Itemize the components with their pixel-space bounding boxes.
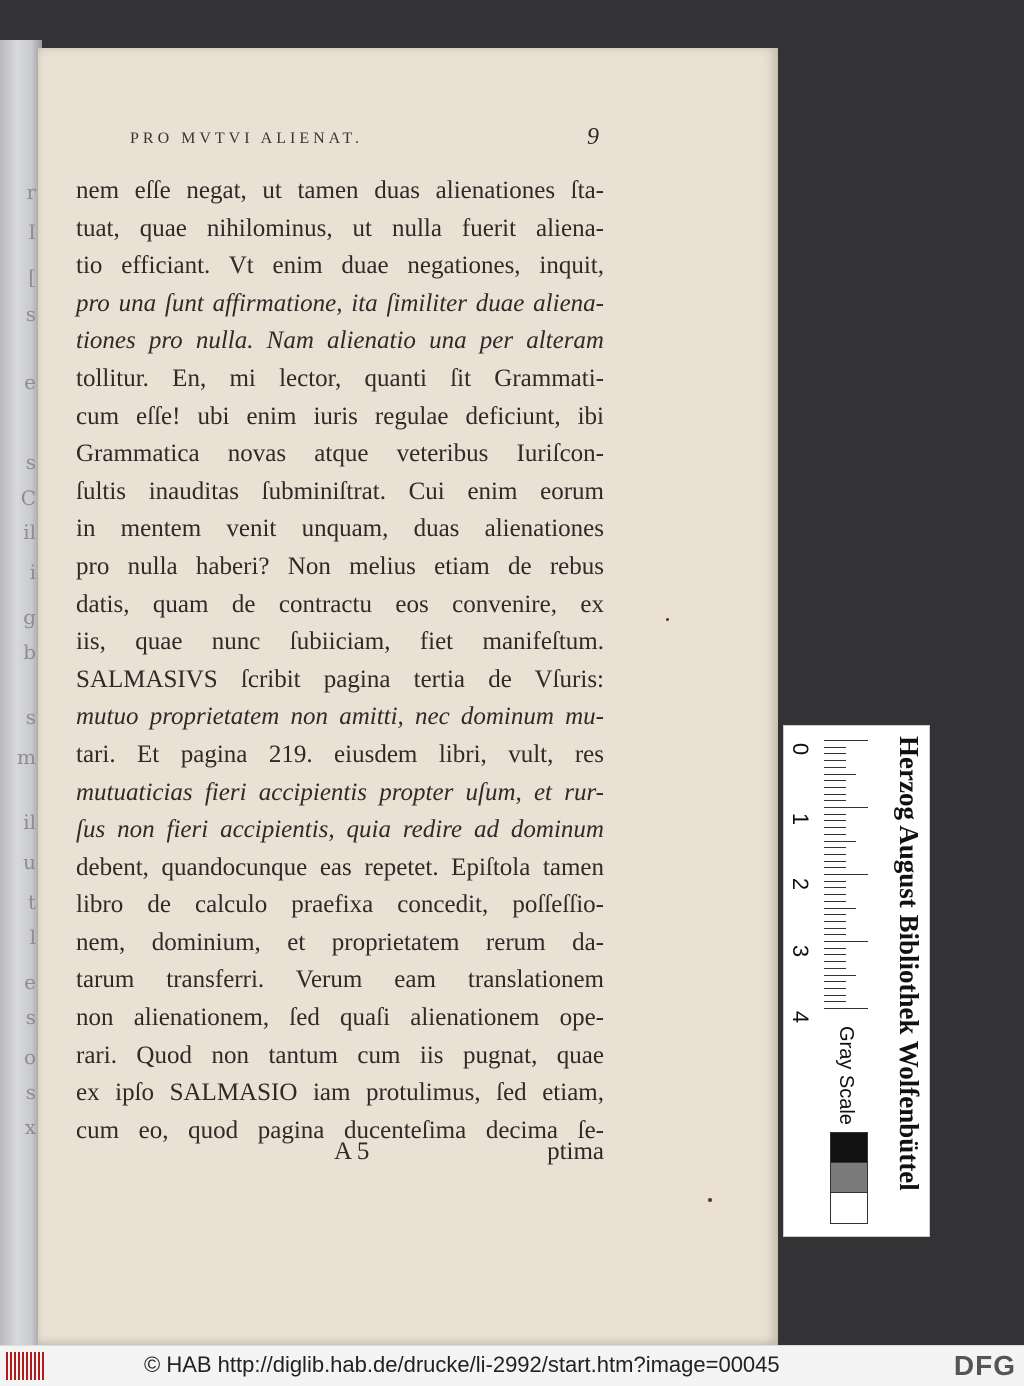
- catchword: ptima: [547, 1138, 604, 1165]
- text-line: ſus non fieri accipientis, quia redire ad dominum: [76, 816, 604, 844]
- text-line: non alienationem, ſed quaſi alienationem ope-: [76, 1004, 604, 1032]
- ruler-ticks: [824, 740, 874, 1030]
- gray-swatch-white: [830, 1192, 868, 1224]
- ruler-tick: [824, 753, 846, 754]
- ruler-tick: [824, 995, 846, 996]
- ruler-tick: [824, 901, 846, 902]
- ruler-number: 2: [788, 877, 814, 891]
- text-line: mutuo proprietatem non amitti, nec dominum mu-: [76, 703, 604, 731]
- ruler-tick: [824, 800, 846, 801]
- ruler-tick: [824, 780, 846, 781]
- ruler-tick: [824, 961, 846, 962]
- ruler-tick: [824, 774, 856, 775]
- footer-bar: [0, 1345, 1024, 1386]
- institution-label: Herzog August Bibliothek Wolfenbüttel: [894, 736, 924, 1191]
- ruler-tick: [824, 740, 868, 741]
- ruler-tick: [824, 787, 846, 788]
- ruler-tick: [824, 820, 846, 821]
- text-line: mutuaticias fieri accipientis propter uſum, et rur-: [76, 778, 604, 806]
- ruler-tick: [824, 1001, 846, 1002]
- ruler-tick: [824, 881, 846, 882]
- ruler-tick: [824, 941, 868, 942]
- text-line: pro nulla haberi? Non melius etiam de rebus: [76, 552, 604, 580]
- ruler-tick: [824, 760, 846, 761]
- ruler-number: 1: [788, 812, 814, 826]
- ruler-number: 0: [788, 742, 814, 756]
- copyright-link[interactable]: © HAB http://diglib.hab.de/drucke/li-2992/start.htm?image=00045: [144, 1352, 780, 1377]
- ruler-tick: [824, 1008, 868, 1009]
- ruler-tick: [824, 948, 846, 949]
- text-line: tarum transferri. Verum eam translationem: [76, 966, 604, 994]
- text-line: in mentem venit unquam, duas alienationes: [76, 515, 604, 543]
- gray-swatch-mid: [830, 1162, 868, 1194]
- ruler-tick: [824, 747, 846, 748]
- ruler-tick: [824, 867, 846, 868]
- text-line: iis, quae nunc ſubiiciam, fiet manifeſtum.: [76, 628, 604, 656]
- page-footer: [76, 1138, 604, 1178]
- text-line: tio efficiant. Vt enim duae negationes, inquit,: [76, 252, 604, 280]
- paper-speck: [708, 1198, 712, 1202]
- text-line: SALMASIVS ſcribit pagina tertia de Vſuris:: [76, 665, 604, 693]
- ruler-tick: [824, 847, 846, 848]
- ruler-tick: [824, 975, 856, 976]
- text-line: tari. Et pagina 219. eiusdem libri, vult, res: [76, 740, 604, 768]
- text-line: nem, dominium, et proprietatem rerum da-: [76, 928, 604, 956]
- paper-speck: [666, 618, 669, 621]
- text-line: ſultis inauditas ſubminiſtrat. Cui enim eorum: [76, 477, 604, 505]
- text-line: datis, quam de contractu eos convenire, ex: [76, 590, 604, 618]
- ruler-tick: [824, 968, 846, 969]
- ruler-tick: [824, 874, 868, 875]
- barcode-icon: [6, 1352, 46, 1380]
- ruler-tick: [824, 841, 856, 842]
- text-line: debent, quandocunque eas repetet. Epiſtola tamen: [76, 853, 604, 881]
- ruler-tick: [824, 887, 846, 888]
- signature-mark: A 5: [334, 1138, 370, 1165]
- ruler-tick: [824, 807, 868, 808]
- text-line: tuat, quae nihilominus, ut nulla fuerit aliena-: [76, 214, 604, 242]
- text-line: libro de calculo praefixa concedit, poſſeſſio-: [76, 891, 604, 919]
- ruler-tick: [824, 794, 846, 795]
- ruler-tick: [824, 814, 846, 815]
- text-line: nem eſſe negat, ut tamen duas alienationes ſta-: [76, 177, 604, 204]
- ruler-tick: [824, 827, 846, 828]
- ruler-tick: [824, 908, 856, 909]
- ruler-tick: [824, 854, 846, 855]
- page-number: 9: [587, 124, 599, 150]
- ruler-tick: [824, 921, 846, 922]
- text-line: Grammatica novas atque veteribus Iuriſcon-: [76, 440, 604, 468]
- ruler-tick: [824, 861, 846, 862]
- ruler-tick: [824, 934, 846, 935]
- ruler-tick: [824, 928, 846, 929]
- ruler-tick: [824, 981, 846, 982]
- text-line: cum eo, quod pagina ducenteſima decima ſe-: [76, 1116, 604, 1144]
- running-head: PRO MVTVI ALIENAT.: [130, 130, 364, 147]
- previous-page-edge: r I [ s e s C il i g b s m il u t l e s o s x: [0, 40, 42, 1345]
- dfg-logo: DFG: [953, 1350, 1016, 1381]
- gray-swatch-black: [830, 1132, 868, 1164]
- ruler-tick: [824, 914, 846, 915]
- text-line: tollitur. En, mi lector, quanti ſit Grammati-: [76, 364, 604, 392]
- ruler-number: 3: [788, 944, 814, 958]
- text-line: pro una ſunt affirmatione, ita ſimiliter duae aliena-: [76, 289, 604, 317]
- ruler-tick: [824, 767, 846, 768]
- ruler-tick: [824, 988, 846, 989]
- ruler-tick: [824, 954, 846, 955]
- book-page: [38, 48, 778, 1345]
- text-line: cum eſſe! ubi enim iuris regulae deficiunt, ibi: [76, 402, 604, 430]
- gray-scale-label: Gray Scale: [835, 1026, 857, 1125]
- ruler-tick: [824, 894, 846, 895]
- color-ruler: [783, 725, 930, 1237]
- ruler-number: 4: [788, 1010, 814, 1024]
- text-line: tiones pro nulla. Nam alienatio una per alteram: [76, 327, 604, 355]
- text-line: ex ipſo SALMASIO iam protulimus, ſed etiam,: [76, 1079, 604, 1107]
- body-text: [76, 172, 604, 1149]
- ruler-tick: [824, 834, 846, 835]
- text-line: rari. Quod non tantum cum iis pugnat, quae: [76, 1041, 604, 1069]
